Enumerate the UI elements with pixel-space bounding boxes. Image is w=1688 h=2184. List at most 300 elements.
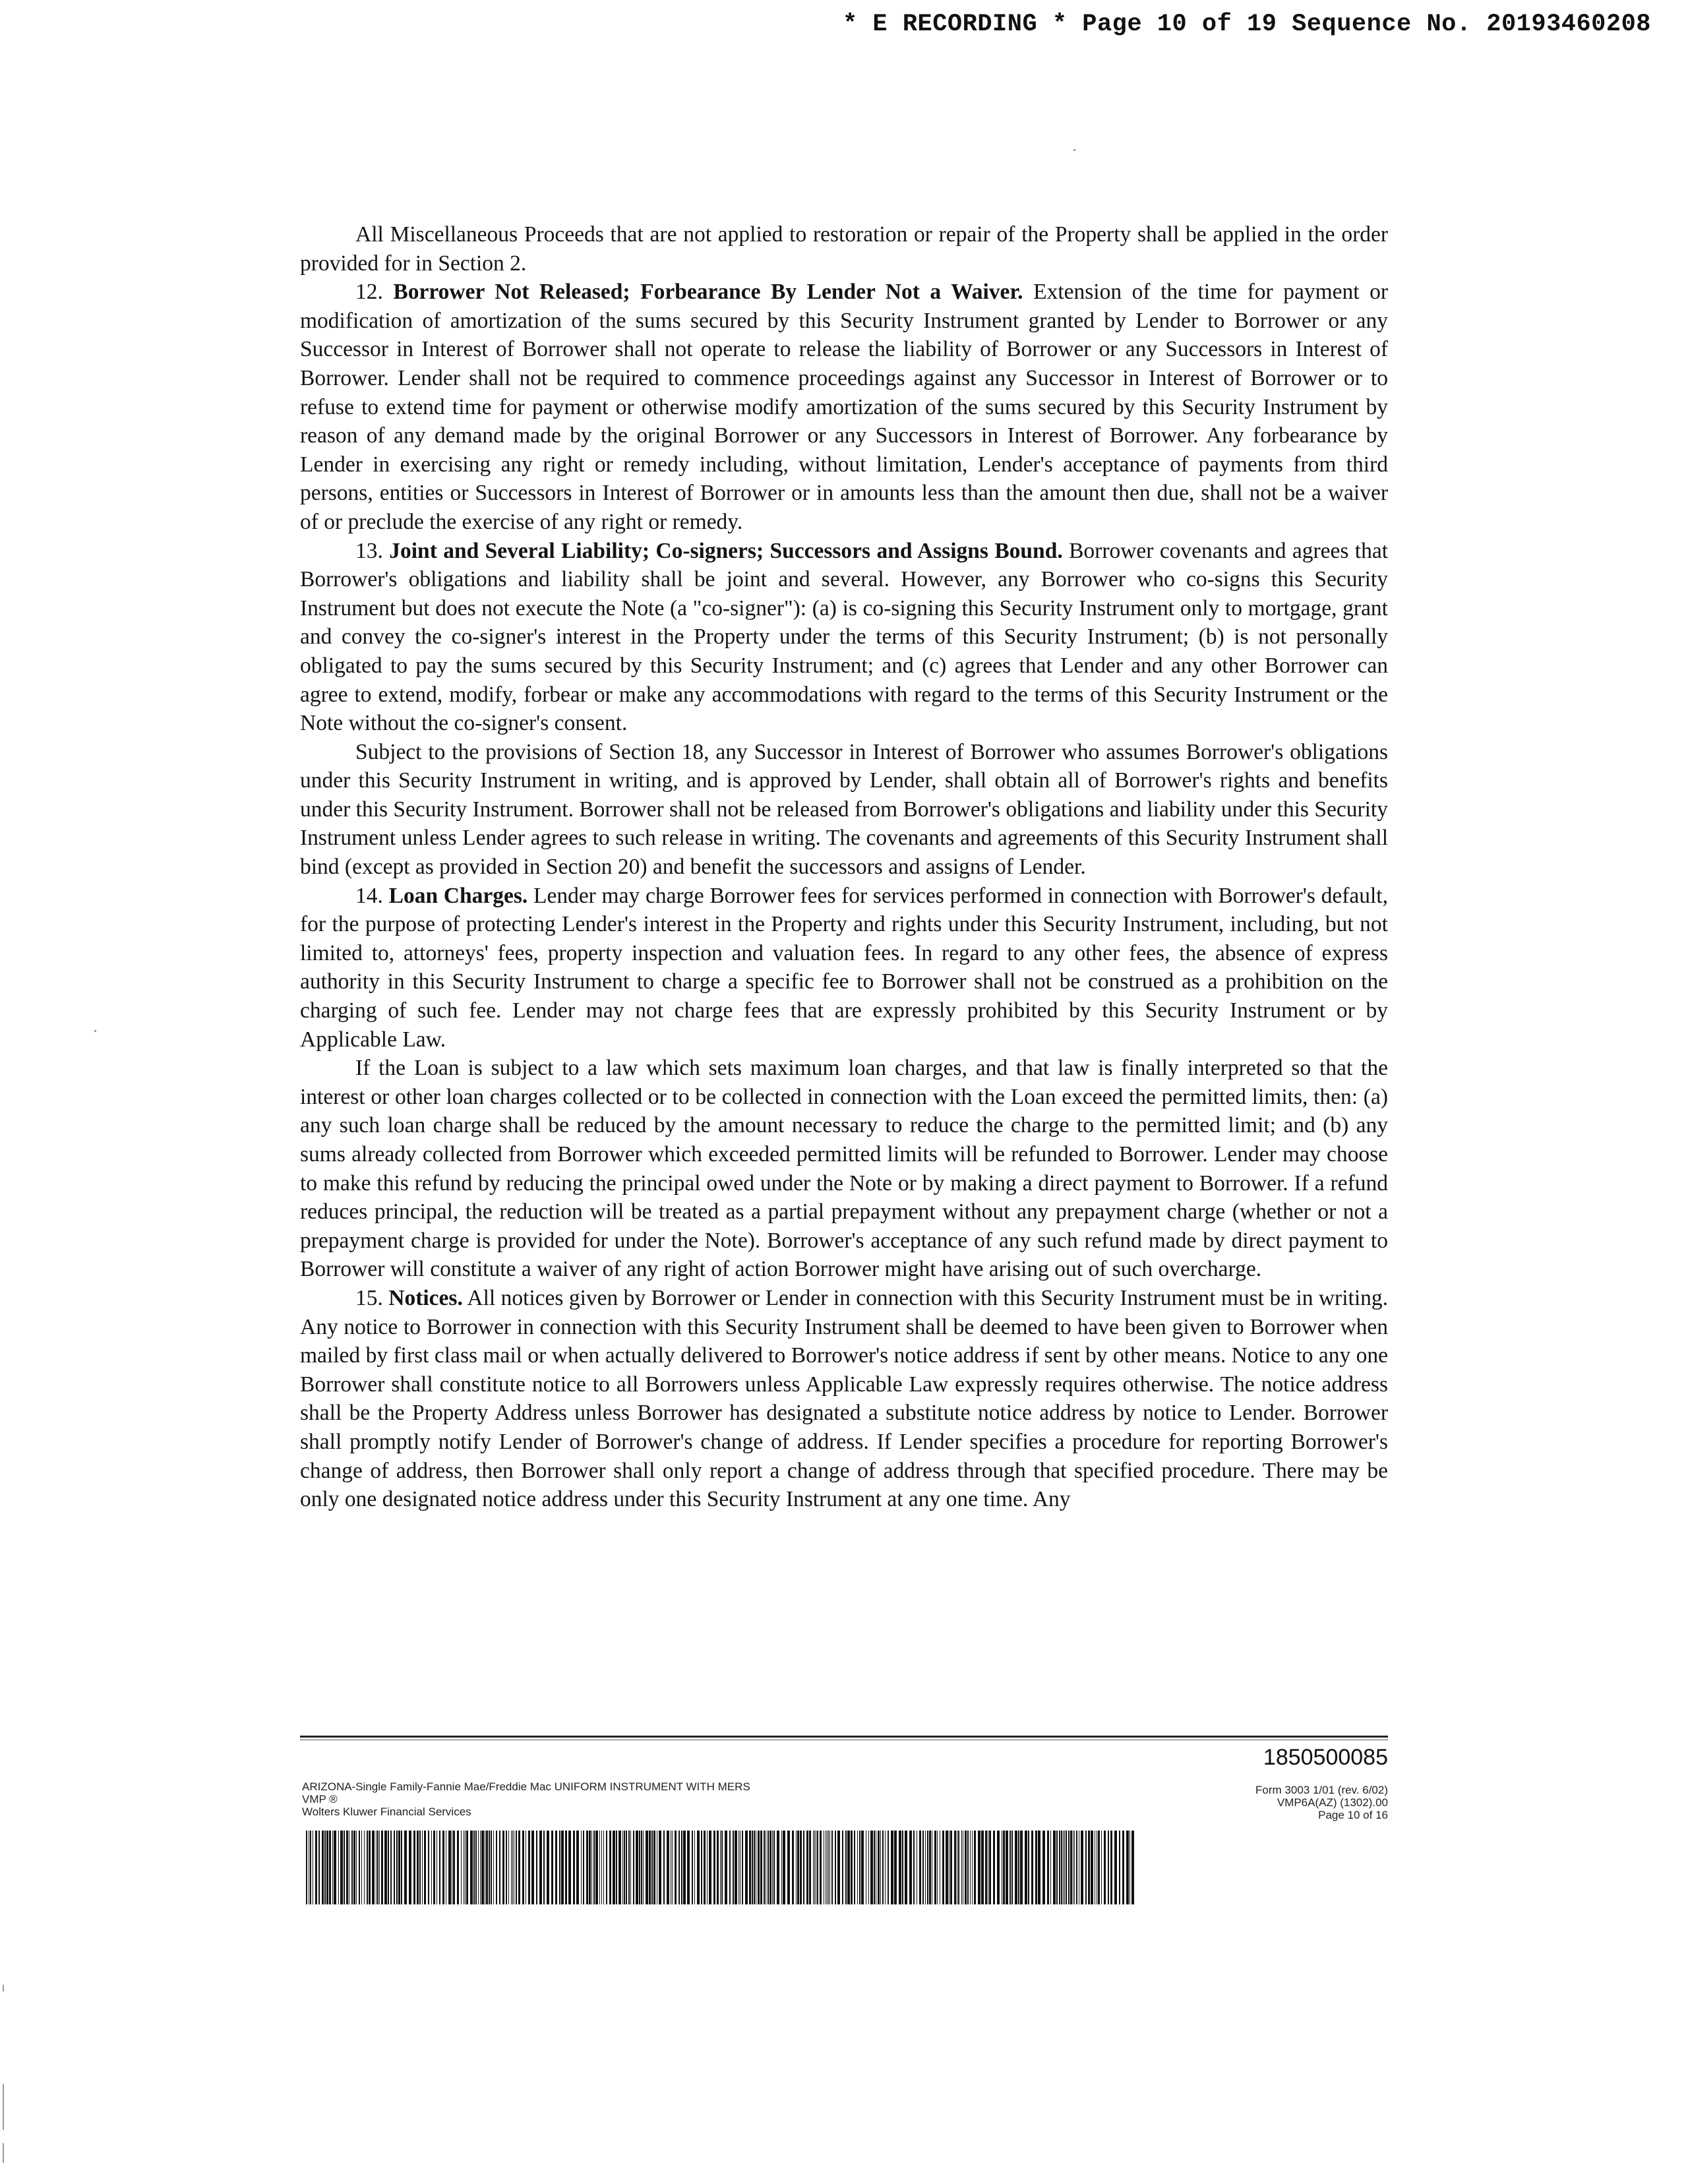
barcode-bar — [613, 1831, 615, 1904]
paragraph-text: All notices given by Borrower or Lender in connection with this Security Instrument must be in writing. Any notice to Borrower in connection with this Security Instrument shall be deemed to have been given to Borrower when mailed by first class mail or when actually delivered to Borrower's notice address if sent by other means. Notice to any one Borrower shall constitute notice to all Borrowers unless Applicable Law expressly requires otherwise. The notice address shall be the Property Address unless Borrower has designated a substitute notice address by notice to Lender. Borrower shall promptly notify Lender of Borrower's change of address. If Lender specifies a procedure for reporting Borrower's change of address, then Borrower shall only report a change of address through that specified procedure. There may be only one designated notice address under this Security Instrument at any one time. Any — [300, 1285, 1389, 1512]
barcode-bar — [1003, 1831, 1005, 1904]
barcode-bar — [927, 1831, 928, 1904]
barcode-bar — [899, 1831, 901, 1904]
section-title: Notices. — [388, 1285, 463, 1310]
barcode-bar — [404, 1831, 407, 1904]
barcode-bar — [925, 1831, 926, 1904]
barcode-bar — [551, 1831, 553, 1904]
form-title: ARIZONA-Single Family-Fannie Mae/Freddie Mac UNIFORM INSTRUMENT WITH MERS — [302, 1780, 750, 1793]
barcode-bar — [972, 1831, 973, 1904]
form-page-number: Page 10 of 16 — [1318, 1809, 1388, 1821]
barcode-bar — [663, 1831, 665, 1904]
barcode-bar — [568, 1831, 571, 1904]
barcode-bar — [806, 1831, 808, 1904]
barcode-bar — [913, 1831, 915, 1904]
barcode-bar — [478, 1831, 479, 1904]
barcode-bar — [531, 1831, 534, 1904]
barcode-bar — [1108, 1831, 1109, 1904]
barcode-bar — [1059, 1831, 1060, 1904]
barcode-bar — [641, 1831, 642, 1904]
barcode-bar — [409, 1831, 411, 1904]
barcode-bar — [847, 1831, 850, 1904]
paragraph-section-14 — [300, 882, 1388, 1054]
barcode-bar — [709, 1831, 711, 1904]
barcode-bar — [1061, 1831, 1062, 1904]
barcode-bar — [372, 1831, 375, 1904]
barcode-bar — [752, 1831, 753, 1904]
barcode-bar — [1101, 1831, 1102, 1904]
barcode-bar — [1042, 1831, 1045, 1904]
barcode-bar — [905, 1831, 907, 1904]
paragraph-section-15 — [300, 1284, 1388, 1514]
barcode-bar — [745, 1831, 748, 1904]
barcode-bar — [997, 1831, 1000, 1904]
barcode-bar — [361, 1831, 362, 1904]
barcode-bar — [1122, 1831, 1124, 1904]
barcode-bar — [583, 1831, 584, 1904]
barcode-bar — [384, 1831, 387, 1904]
barcode-bar — [781, 1831, 782, 1904]
barcode-bar — [687, 1831, 690, 1904]
barcode-bar — [388, 1831, 389, 1904]
barcode-bar — [1126, 1831, 1129, 1904]
barcode-bar — [1056, 1831, 1058, 1904]
form-description — [302, 1780, 750, 1818]
barcode-bar — [439, 1831, 440, 1904]
form-number: Form 3003 1/01 (rev. 6/02) — [1255, 1784, 1388, 1796]
barcode-bar — [882, 1831, 884, 1904]
barcode-bar — [481, 1831, 484, 1904]
barcode-bar — [573, 1831, 575, 1904]
barcode-bar — [878, 1831, 880, 1904]
barcode-bar — [1047, 1831, 1049, 1904]
barcode-bar — [618, 1831, 621, 1904]
paragraph-loan-limits — [300, 1054, 1388, 1284]
scan-speck — [1073, 149, 1075, 151]
barcode-bar — [559, 1831, 560, 1904]
barcode-bar — [859, 1831, 860, 1904]
barcode-bar — [480, 1831, 481, 1904]
barcode-bar — [758, 1831, 760, 1904]
barcode-bar — [717, 1831, 719, 1904]
barcode-bar — [381, 1831, 383, 1904]
barcode-bar — [1119, 1831, 1120, 1904]
form-vendor-mark: VMP ® — [302, 1793, 338, 1805]
scan-speck — [94, 1030, 96, 1032]
barcode-bar — [845, 1831, 847, 1904]
barcode-bar — [626, 1831, 627, 1904]
barcode-bar — [639, 1831, 640, 1904]
paragraph-text: Borrower covenants and agrees that Borrower's obligations and liability shall be joint and several. However, any Borrower who co-signs this Security Instrument but does not execute the Note (a "co-signer"): (a) is co-signing this Security Instrument only to mortgage, grant and convey the co-signer's interest in the Property under the terms of this Security Instrument; (b) is not personally obligated to pay the sums secured by this Security Instrument; and (c) agrees that Lender and any other Borrower can agree to extend, modify, forbear or make any accommodations with regard to the terms of this Security Instrument or the Note without the co-signer's consent. — [300, 538, 1389, 736]
barcode-bar — [1020, 1831, 1023, 1904]
form-publisher: Wolters Kluwer Financial Services — [302, 1805, 471, 1818]
barcode-bar — [1050, 1831, 1051, 1904]
barcode-bar — [754, 1831, 755, 1904]
barcode-bar — [576, 1831, 579, 1904]
section-title: Loan Charges. — [388, 883, 528, 908]
barcode-bar — [649, 1831, 651, 1904]
barcode-bar — [651, 1831, 653, 1904]
barcode-bar — [322, 1831, 324, 1904]
barcode-bar — [599, 1831, 600, 1904]
barcode-bar — [1010, 1831, 1011, 1904]
section-number: 14. — [355, 883, 383, 908]
barcode-bar — [681, 1831, 682, 1904]
barcode-bar — [773, 1831, 775, 1904]
barcode-bar — [1011, 1831, 1013, 1904]
barcode-bar — [742, 1831, 743, 1904]
loan-number: 1850500085 — [1263, 1745, 1388, 1770]
barcode-bar — [589, 1831, 591, 1904]
barcode-bar — [633, 1831, 634, 1904]
barcode-bar — [413, 1831, 415, 1904]
barcode-bar — [1053, 1831, 1056, 1904]
barcode-bar — [396, 1831, 398, 1904]
barcode-bar — [536, 1831, 537, 1904]
barcode-bar — [950, 1831, 952, 1904]
barcode-bar — [547, 1831, 549, 1904]
barcode-bar — [946, 1831, 948, 1904]
barcode-bar — [1091, 1831, 1093, 1904]
barcode-bar — [704, 1831, 706, 1904]
barcode-bar — [616, 1831, 617, 1904]
barcode-bar — [880, 1831, 881, 1904]
barcode-bar — [760, 1831, 762, 1904]
barcode-bar — [683, 1831, 686, 1904]
barcode-bar — [729, 1831, 731, 1904]
barcode-bar — [749, 1831, 751, 1904]
barcode-bar — [659, 1831, 661, 1904]
barcode-bar — [672, 1831, 673, 1904]
barcode-bar — [697, 1831, 700, 1904]
barcode-bar — [792, 1831, 794, 1904]
barcode-bar — [1038, 1831, 1040, 1904]
barcode-bar — [379, 1831, 380, 1904]
barcode-bar — [978, 1831, 980, 1904]
barcode-bar — [891, 1831, 893, 1904]
barcode-bar — [344, 1831, 345, 1904]
barcode-bar — [1031, 1831, 1033, 1904]
paragraph-text: If the Loan is subject to a law which sets maximum loan charges, and that law is finally interpreted so that the interest or other loan charges collected or to be collected in connection with the Loan exceed the permitted limits, then: (a) any such loan charge shall be reduced by the amount necessary to reduce the charge to the permitted limit; and (b) any sums already collected from Borrower which exceeded permitted limits will be refunded to Borrower. Lender may choose to make this refund by reducing the principal owed under the Note or by making a direct payment to Borrower. If a refund reduces principal, the reduction will be treated as a partial prepayment without any prepayment charge (whether or not a prepayment charge is provided for under the Note). Borrower's acceptance of any such refund made by direct payment to Borrower will constitute a waiver of any right of action Borrower might have arising out of such overcharge. — [300, 1056, 1388, 1282]
paragraph-successors — [300, 738, 1388, 882]
barcode-bar — [1070, 1831, 1072, 1904]
barcode-bar — [512, 1831, 513, 1904]
scan-edge-mark — [3, 2084, 4, 2130]
barcode-bar — [489, 1831, 490, 1904]
barcode-bar — [1025, 1831, 1027, 1904]
barcode-bar — [949, 1831, 950, 1904]
barcode-bar — [827, 1831, 828, 1904]
barcode-bar — [581, 1831, 582, 1904]
barcode-bar — [937, 1831, 938, 1904]
barcode-bar — [678, 1831, 680, 1904]
barcode-bar — [713, 1831, 715, 1904]
barcode-bar — [958, 1831, 959, 1904]
barcode-bar — [1066, 1831, 1067, 1904]
barcode-bar — [861, 1831, 864, 1904]
barcode-bar — [630, 1831, 631, 1904]
barcode-bar — [692, 1831, 693, 1904]
barcode-bar — [419, 1831, 421, 1904]
barcode-bar — [1098, 1831, 1100, 1904]
barcode-bar — [1131, 1831, 1134, 1904]
barcode-bar — [318, 1831, 320, 1904]
barcode-bar — [874, 1831, 875, 1904]
barcode-bar — [738, 1831, 739, 1904]
barcode-bar — [1063, 1831, 1064, 1904]
form-code: VMP6A(AZ) (1302).00 — [1277, 1796, 1388, 1809]
barcode-bar — [561, 1831, 564, 1904]
barcode-bar — [902, 1831, 903, 1904]
barcode-bar — [735, 1831, 737, 1904]
barcode-bar — [954, 1831, 956, 1904]
barcode-bar — [431, 1831, 432, 1904]
barcode-bar — [837, 1831, 840, 1904]
barcode-bar — [707, 1831, 708, 1904]
barcode-bar — [502, 1831, 504, 1904]
barcode-bar — [725, 1831, 727, 1904]
barcode-bar — [1006, 1831, 1008, 1904]
barcode-bar — [315, 1831, 317, 1904]
barcode-bar — [555, 1831, 557, 1904]
barcode-bar — [591, 1831, 592, 1904]
paragraph-text: Lender may charge Borrower fees for services performed in connection with Borrower's default, for the purpose of protecting Lender's interest in the Property and rights under this Security Instrument, including, but not limited to, attorneys' fees, property inspection and valuation fees. In regard to any other fees, the absence of express authority in this Security Instrument to charge a specific fee to Borrower shall not be construed as a prohibition on the charging of such fee. Lender may not charge fees that are expressly prohibited by this Security Instrument or by Applicable Law. — [300, 883, 1388, 1052]
barcode-bar — [667, 1831, 669, 1904]
barcode-bar — [851, 1831, 853, 1904]
barcode-bar — [422, 1831, 423, 1904]
barcode-bar — [390, 1831, 392, 1904]
form-identifier — [1255, 1784, 1388, 1821]
barcode-image — [305, 1831, 1137, 1904]
barcode-bar — [1104, 1831, 1106, 1904]
section-number: 12. — [355, 280, 383, 305]
barcode-bar — [985, 1831, 987, 1904]
barcode-bar — [543, 1831, 545, 1904]
barcode-bar — [603, 1831, 604, 1904]
barcode-bar — [646, 1831, 648, 1904]
barcode-bar — [606, 1831, 607, 1904]
paragraph-text: All Miscellaneous Proceeds that are not applied to restoration or repair of the Property shall be applied in the order provided for in Section 2. — [300, 222, 1388, 276]
barcode-bar — [1074, 1831, 1075, 1904]
barcode-bar — [870, 1831, 873, 1904]
barcode-bar — [1114, 1831, 1117, 1904]
barcode-bar — [601, 1831, 602, 1904]
barcode-bar — [1035, 1831, 1037, 1904]
barcode-bar — [473, 1831, 475, 1904]
barcode-bar — [586, 1831, 588, 1904]
barcode-bar — [701, 1831, 702, 1904]
barcode-bar — [417, 1831, 419, 1904]
barcode-bar — [868, 1831, 869, 1904]
barcode-bar — [470, 1831, 473, 1904]
barcode-bar — [453, 1831, 455, 1904]
barcode-bar — [854, 1831, 855, 1904]
barcode-bar — [398, 1831, 400, 1904]
barcode-bar — [675, 1831, 677, 1904]
barcode-bar — [609, 1831, 611, 1904]
barcode-bar — [511, 1831, 512, 1904]
barcode-bar — [720, 1831, 721, 1904]
barcode-bar — [486, 1831, 488, 1904]
barcode-bar — [769, 1831, 771, 1904]
barcode-bar — [628, 1831, 630, 1904]
barcode-bar — [803, 1831, 804, 1904]
barcode-bar — [595, 1831, 598, 1904]
barcode-bar — [306, 1831, 307, 1904]
barcode-bar — [457, 1831, 459, 1904]
section-number: 13. — [355, 538, 383, 563]
barcode-bar — [857, 1831, 858, 1904]
barcode-bar — [974, 1831, 976, 1904]
barcode-bar — [359, 1831, 360, 1904]
barcode-bar — [332, 1831, 333, 1904]
barcode-bar — [772, 1831, 773, 1904]
barcode-bar — [965, 1831, 967, 1904]
barcode-bar — [518, 1831, 520, 1904]
barcode-bar — [922, 1831, 924, 1904]
barcode-bar — [528, 1831, 530, 1904]
barcode-bar — [993, 1831, 995, 1904]
barcode-bar — [508, 1831, 509, 1904]
barcode-bar — [334, 1831, 336, 1904]
paragraph-misc-proceeds — [300, 220, 1388, 278]
barcode-bar — [539, 1831, 542, 1904]
barcode-bar — [929, 1831, 931, 1904]
barcode-bar — [800, 1831, 802, 1904]
document-body — [300, 220, 1388, 1514]
barcode-bar — [369, 1831, 371, 1904]
barcode-bar — [1064, 1831, 1065, 1904]
barcode-bar — [1088, 1831, 1090, 1904]
barcode-bar — [448, 1831, 451, 1904]
barcode-bar — [814, 1831, 815, 1904]
barcode-bar — [828, 1831, 829, 1904]
barcode-bar — [394, 1831, 395, 1904]
barcode-bar — [1085, 1831, 1087, 1904]
barcode-bar — [764, 1831, 765, 1904]
barcode-bar — [919, 1831, 921, 1904]
barcode-bar — [364, 1831, 365, 1904]
barcode-bar — [820, 1831, 822, 1904]
barcode-bar — [733, 1831, 734, 1904]
barcode-bar — [809, 1831, 811, 1904]
barcode-bar — [491, 1831, 492, 1904]
barcode-bar — [721, 1831, 723, 1904]
barcode-bar — [522, 1831, 524, 1904]
barcode-bar — [326, 1831, 328, 1904]
paragraph-section-12 — [300, 278, 1388, 536]
barcode-bar — [353, 1831, 355, 1904]
barcode-bar — [428, 1831, 429, 1904]
barcode-bar — [783, 1831, 785, 1904]
barcode-bar — [442, 1831, 444, 1904]
barcode-bar — [981, 1831, 984, 1904]
barcode-bar — [885, 1831, 886, 1904]
barcode-bar — [653, 1831, 655, 1904]
barcode-bar — [424, 1831, 426, 1904]
barcode-bar — [324, 1831, 326, 1904]
barcode-bar — [777, 1831, 779, 1904]
paragraph-text: Extension of the time for payment or modification of amortization of the sums secured by this Security Instrument granted by Lender to Borrower or any Successor in Interest of Borrower shall not operate to release the liability of Borrower or any Successors in Interest of Borrower. Lender shall not be required to commence proceedings against any Successor in Interest of Borrower or to refuse to extend time for payment or otherwise modify amortization of the sums secured by this Security Instrument by reason of any demand made by the original Borrower or any Successors in Interest of Borrower. Any forbearance by Lender in exercising any right or remedy including, without limitation, Lender's acceptance of payments from third persons, entities or Successors in Interest of Borrower or in amounts less than the amount then due, shall not be a waiver of or preclude the exercise of any right or remedy. — [300, 280, 1389, 534]
barcode-bar — [506, 1831, 507, 1904]
barcode-bar — [1076, 1831, 1077, 1904]
barcode-bar — [310, 1831, 311, 1904]
paragraph-section-13 — [300, 537, 1388, 738]
barcode-bar — [909, 1831, 912, 1904]
barcode-bar — [338, 1831, 339, 1904]
barcode-bar — [493, 1831, 494, 1904]
barcode-bar — [989, 1831, 991, 1904]
paragraph-text: Subject to the provisions of Section 18, any Successor in Interest of Borrower who assumes Borrower's obligations under this Security Instrument in writing, and is approved by Lender, shall obtain all of Borrower's rights and benefits under this Security Instrument. Borrower shall not be released from Borrower's obligations and liability under this Security Instrument unless Lender agrees to such release in writing. The covenants and agreements of this Security Instrument shall bind (except as provided in Section 20) and benefit the successors and assigns of Lender. — [300, 739, 1388, 880]
barcode-bar — [813, 1831, 814, 1904]
barcode-bar — [593, 1831, 595, 1904]
barcode-bar — [894, 1831, 897, 1904]
barcode-bar — [831, 1831, 833, 1904]
barcode-bar — [346, 1831, 348, 1904]
barcode-bar — [401, 1831, 402, 1904]
barcode-bar — [516, 1831, 517, 1904]
barcode-bar — [942, 1831, 944, 1904]
barcode-bar — [961, 1831, 962, 1904]
recording-stamp: * E RECORDING * Page 10 of 19 Sequence No. 20193460208 — [843, 11, 1651, 38]
barcode-bar — [465, 1831, 466, 1904]
barcode-bar — [1018, 1831, 1019, 1904]
barcode-bar — [934, 1831, 936, 1904]
barcode-bar — [499, 1831, 500, 1904]
barcode-bar — [842, 1831, 843, 1904]
barcode-bar — [1081, 1831, 1083, 1904]
barcode-bar — [565, 1831, 567, 1904]
footer-divider — [300, 1736, 1388, 1738]
barcode-bar — [796, 1831, 797, 1904]
barcode-bar — [433, 1831, 435, 1904]
barcode-bar — [888, 1831, 889, 1904]
section-title: Joint and Several Liability; Co-signers; Successors and Assigns Bound. — [389, 538, 1063, 563]
barcode-bar — [1110, 1831, 1112, 1904]
barcode-bar — [466, 1831, 468, 1904]
scan-edge-mark — [3, 2143, 4, 2163]
barcode-bar — [694, 1831, 695, 1904]
barcode-bar — [356, 1831, 357, 1904]
barcode-bar — [797, 1831, 799, 1904]
barcode-bar — [970, 1831, 971, 1904]
barcode-bar — [340, 1831, 343, 1904]
barcode-bar — [496, 1831, 497, 1904]
barcode-bar — [351, 1831, 353, 1904]
barcode-bar — [643, 1831, 644, 1904]
section-title: Borrower Not Released; Forbearance By Lender Not a Waiver. — [393, 280, 1023, 305]
barcode-bar — [367, 1831, 368, 1904]
section-number: 15. — [355, 1285, 383, 1310]
barcode-bar — [1015, 1831, 1017, 1904]
scan-edge-mark — [3, 1985, 4, 1991]
barcode-bar — [475, 1831, 477, 1904]
barcode-bar — [461, 1831, 462, 1904]
barcode-bar — [768, 1831, 769, 1904]
barcode-bar — [817, 1831, 818, 1904]
barcode-bar — [624, 1831, 625, 1904]
barcode-bar — [1068, 1831, 1070, 1904]
barcode-bar — [1028, 1831, 1029, 1904]
barcode-bar — [377, 1831, 378, 1904]
barcode-bar — [835, 1831, 836, 1904]
barcode-bar — [829, 1831, 830, 1904]
barcode-bar — [967, 1831, 969, 1904]
barcode-bar — [376, 1831, 377, 1904]
barcode-bar — [622, 1831, 623, 1904]
barcode-bar — [787, 1831, 790, 1904]
barcode-bar — [636, 1831, 638, 1904]
